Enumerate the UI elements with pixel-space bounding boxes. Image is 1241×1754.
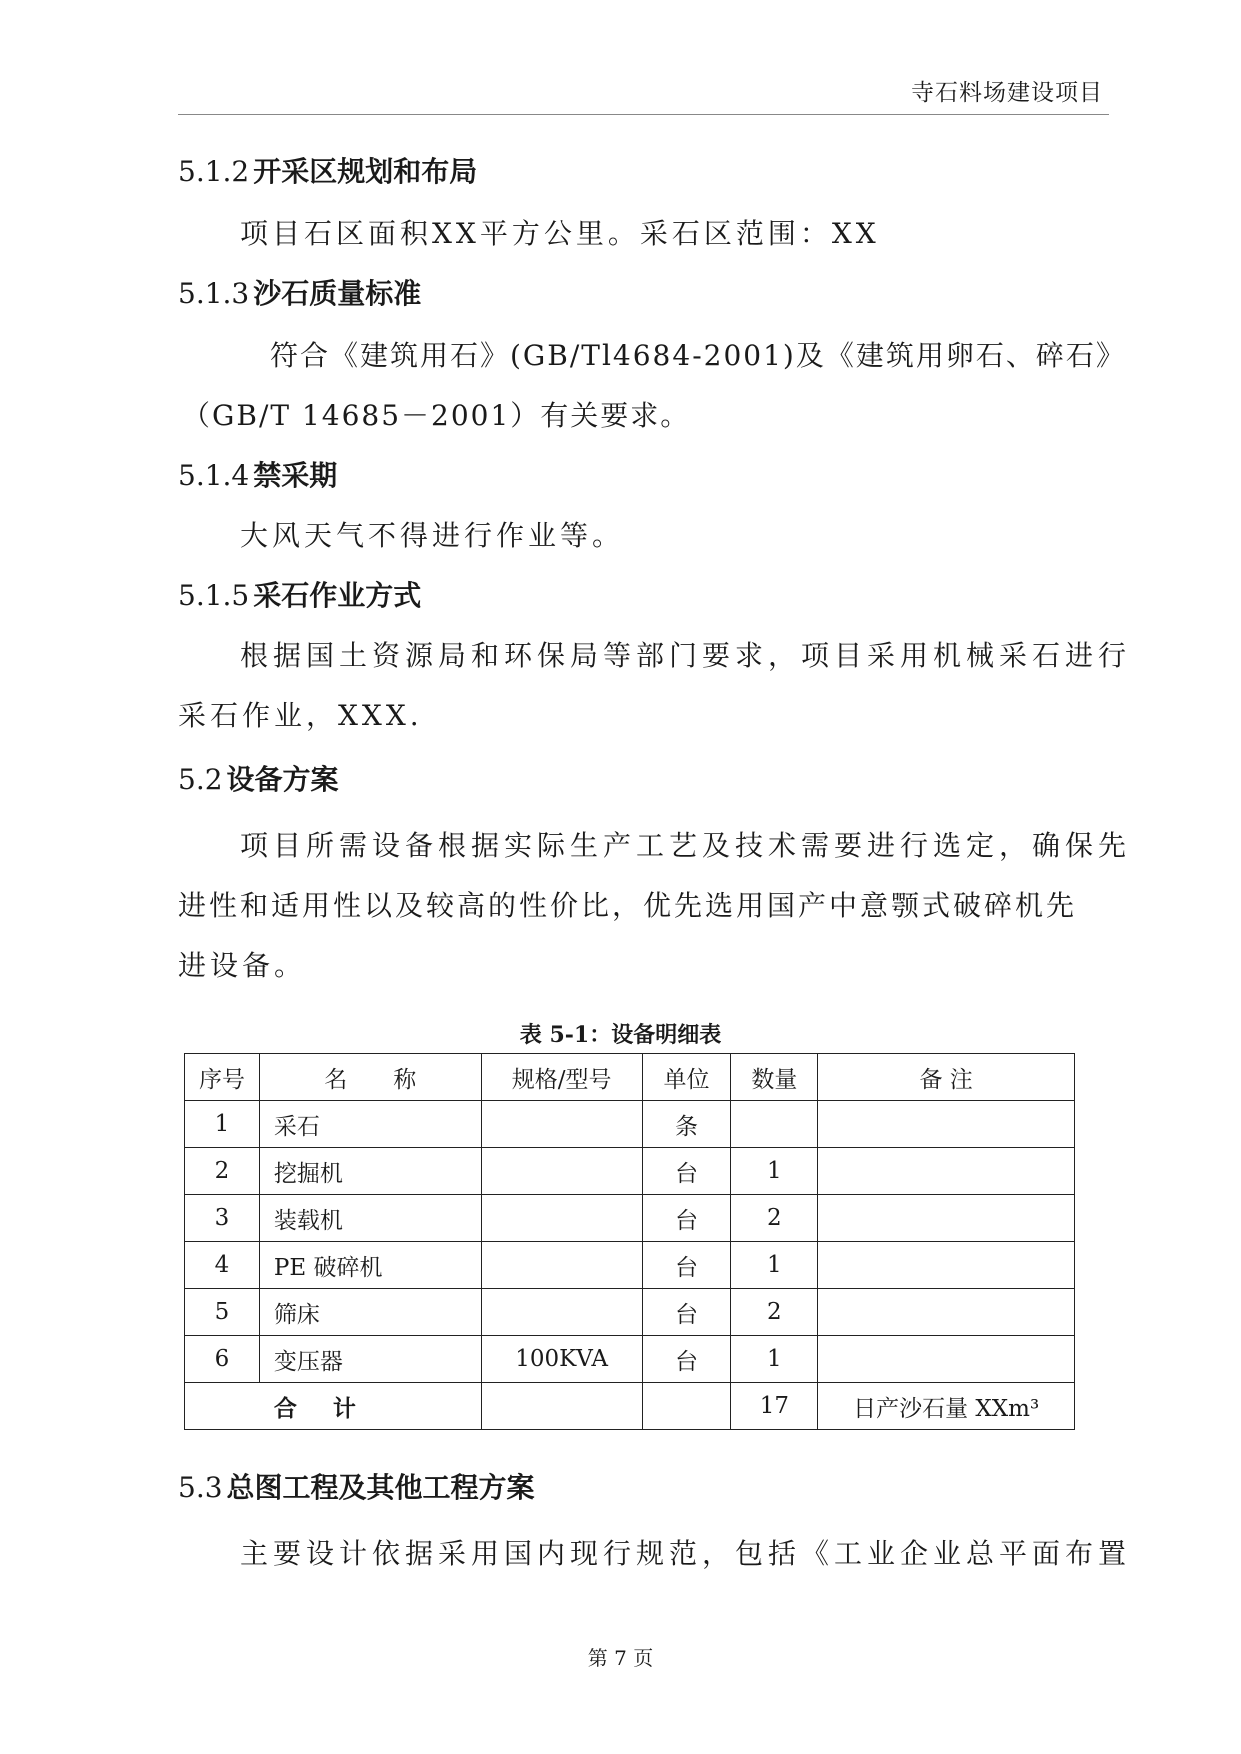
table-cell: 6	[185, 1336, 260, 1383]
heading-5-1-4	[178, 454, 337, 494]
heading-number: 5.3	[178, 1471, 223, 1504]
table-row	[185, 1336, 1075, 1383]
paragraph: 主要设计依据采用国内现行规范，包括《工业企业总平面布置	[240, 1537, 1132, 1570]
table-cell: 台	[642, 1336, 731, 1383]
paragraph: 符合《建筑用石》(GB/Tl4684-2001)及《建筑用卵石、碎石》	[270, 339, 1126, 372]
table-cell: 1	[731, 1148, 818, 1195]
heading-title: 沙石质量标准	[253, 277, 422, 310]
table-cell	[731, 1101, 818, 1148]
heading-title: 禁采期	[253, 459, 338, 492]
table-cell	[481, 1148, 642, 1195]
heading-5-3	[178, 1466, 535, 1506]
table-cell: 筛床	[259, 1289, 481, 1336]
paragraph: 项目石区面积XX平方公里。采石区范围：XX	[240, 217, 880, 250]
heading-number: 5.1.2	[178, 155, 250, 188]
table-header-row	[185, 1054, 1075, 1101]
table-cell: 1	[185, 1101, 260, 1148]
table-cell	[481, 1101, 642, 1148]
header-rule	[178, 114, 1109, 115]
table-row	[185, 1242, 1075, 1289]
total-quantity: 17	[731, 1383, 818, 1430]
paragraph: （GB/T 14685－2001）有关要求。	[182, 399, 691, 432]
table-cell: 台	[642, 1289, 731, 1336]
table-cell	[818, 1195, 1075, 1242]
paragraph: 项目所需设备根据实际生产工艺及技术需要进行选定，确保先	[240, 829, 1132, 862]
table-cell: 3	[185, 1195, 260, 1242]
heading-5-1-3	[178, 272, 421, 312]
heading-title: 采石作业方式	[253, 579, 422, 612]
paragraph: 根据国土资源局和环保局等部门要求，项目采用机械采石进行	[240, 639, 1132, 672]
table-cell: 2	[731, 1289, 818, 1336]
table-cell	[818, 1289, 1075, 1336]
table-row	[185, 1289, 1075, 1336]
heading-5-2	[178, 758, 339, 798]
table-cell: 台	[642, 1148, 731, 1195]
heading-number: 5.1.3	[178, 277, 250, 310]
heading-number: 5.1.5	[178, 579, 250, 612]
table-cell: 1	[731, 1242, 818, 1289]
header-cell: 名 称	[259, 1054, 481, 1101]
table-cell: 挖掘机	[259, 1148, 481, 1195]
paragraph: 采石作业，XXX.	[178, 699, 423, 732]
table-total-row	[185, 1383, 1075, 1430]
table-row	[185, 1101, 1075, 1148]
table-cell	[481, 1195, 642, 1242]
table-cell: 条	[642, 1101, 731, 1148]
table-cell: 4	[185, 1242, 260, 1289]
table-cell: 5	[185, 1289, 260, 1336]
heading-title: 设备方案	[226, 763, 339, 796]
table-cell	[818, 1336, 1075, 1383]
table-cell: 台	[642, 1195, 731, 1242]
heading-number: 5.1.4	[178, 459, 250, 492]
table-cell: 台	[642, 1242, 731, 1289]
table-cell	[481, 1289, 642, 1336]
header-cell: 数量	[731, 1054, 818, 1101]
heading-title: 开采区规划和布局	[253, 155, 478, 188]
header-cell: 单位	[642, 1054, 731, 1101]
header-cell: 序号	[185, 1054, 260, 1101]
table-cell	[818, 1242, 1075, 1289]
total-note: 日产沙石量 XXm³	[818, 1383, 1075, 1430]
table-row	[185, 1195, 1075, 1242]
table-cell: 1	[731, 1336, 818, 1383]
table-cell: 100KVA	[481, 1336, 642, 1383]
table-cell: 2	[185, 1148, 260, 1195]
heading-5-1-5	[178, 574, 421, 614]
heading-5-1-2	[178, 150, 477, 190]
paragraph: 大风天气不得进行作业等。	[240, 519, 625, 552]
equipment-table	[184, 1053, 1075, 1430]
heading-number: 5.2	[178, 763, 223, 796]
table-cell: 装载机	[259, 1195, 481, 1242]
page-number: 第 7 页	[587, 1646, 654, 1670]
running-header: 寺石料场建设项目	[911, 80, 1103, 106]
table-caption: 表 5-1：设备明细表	[519, 1022, 722, 1048]
paragraph: 进设备。	[178, 949, 307, 982]
heading-title: 总图工程及其他工程方案	[226, 1471, 535, 1504]
table-cell	[818, 1148, 1075, 1195]
table-cell: 采石	[259, 1101, 481, 1148]
table-cell	[818, 1101, 1075, 1148]
table-row	[185, 1148, 1075, 1195]
total-label: 合计	[185, 1383, 482, 1430]
table-cell: 2	[731, 1195, 818, 1242]
total-unit	[642, 1383, 731, 1430]
header-cell: 备 注	[818, 1054, 1075, 1101]
table-cell: 变压器	[259, 1336, 481, 1383]
total-spec	[481, 1383, 642, 1430]
table-cell: PE 破碎机	[259, 1242, 481, 1289]
paragraph: 进性和适用性以及较高的性价比，优先选用国产中意颚式破碎机先	[178, 889, 1078, 922]
table-cell	[481, 1242, 642, 1289]
header-cell: 规格/型号	[481, 1054, 642, 1101]
